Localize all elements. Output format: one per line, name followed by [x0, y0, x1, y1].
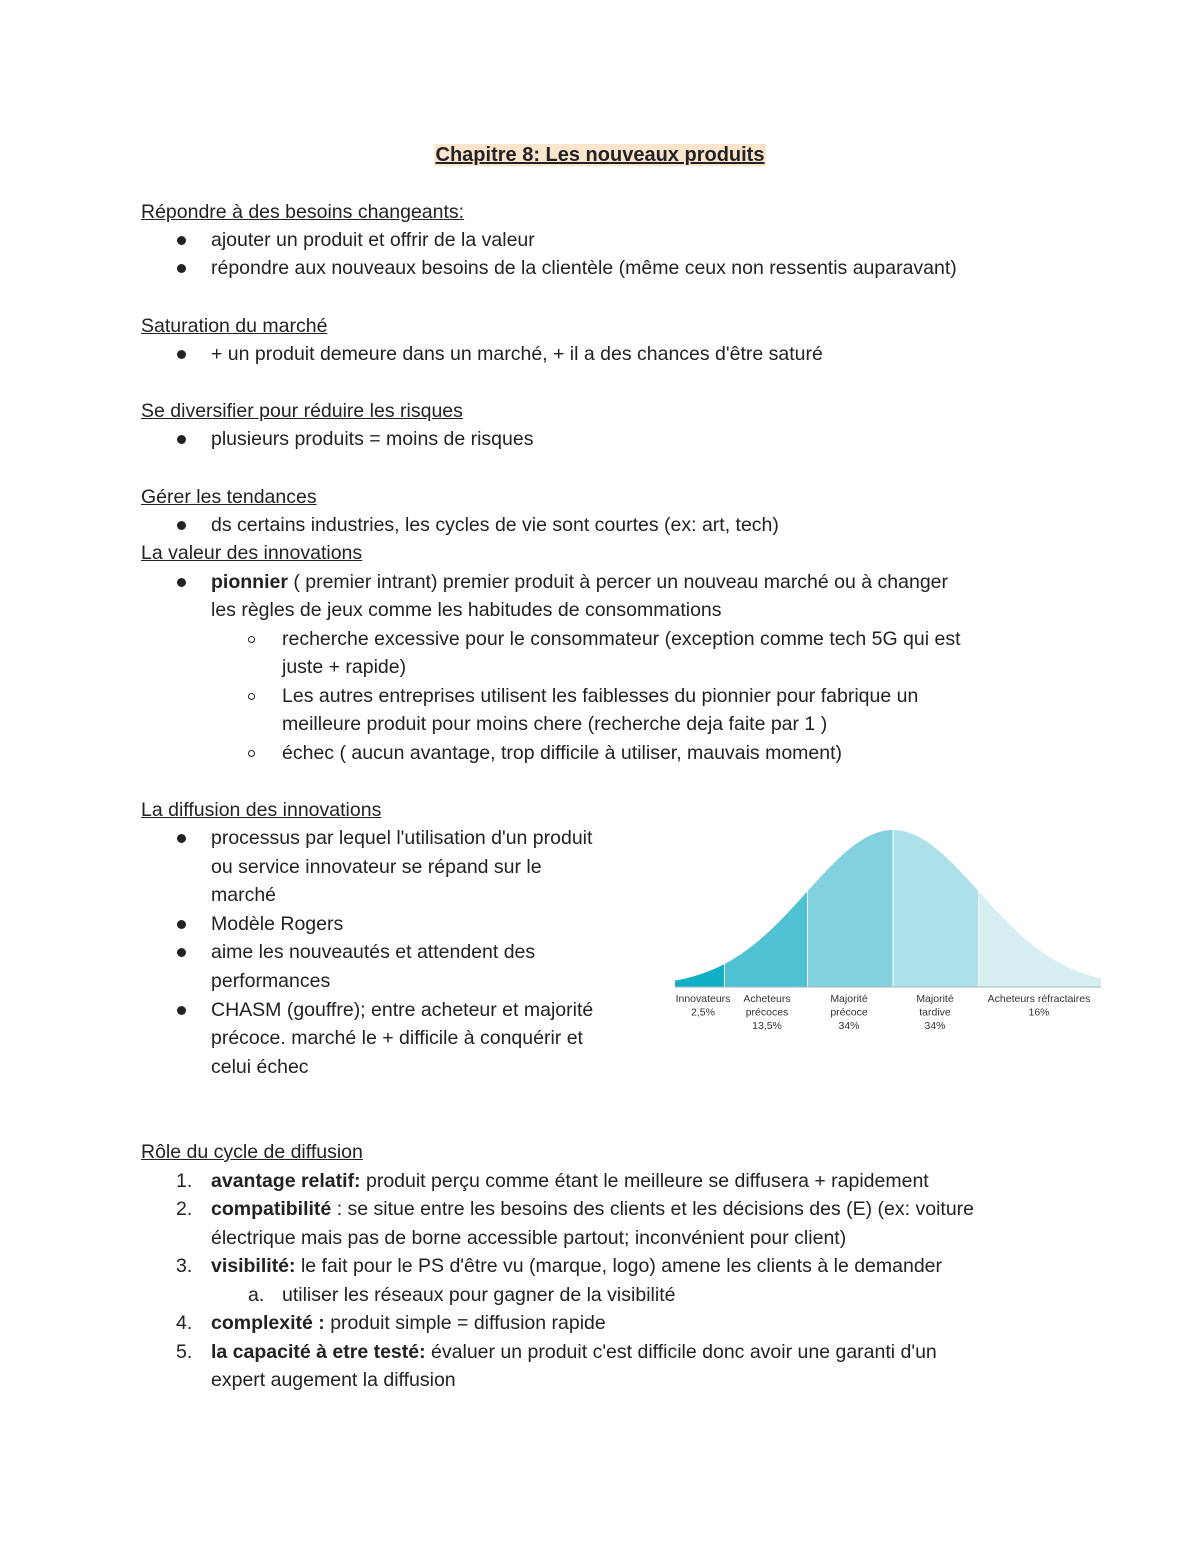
- pionnier-text: ( premier intrant) premier produit à percer un nouveau marché ou à changer: [287, 571, 949, 593]
- chart-value-label: 2,5%: [691, 1006, 715, 1019]
- list-item: ds certains industries, les cycles de vie sont courtes (ex: art, tech): [211, 514, 779, 536]
- list-item-continuation: marché: [211, 884, 277, 906]
- diffusion-bell-curve-chart: [665, 822, 1110, 1044]
- heading-role: Rôle du cycle de diffusion: [141, 1141, 363, 1163]
- pionnier-term: pionnier: [211, 571, 288, 593]
- list-number: 4.: [176, 1312, 193, 1334]
- sub-list-item: échec ( aucun avantage, trop difficile à utiliser, mauvais moment): [282, 742, 843, 764]
- heading-besoins: Répondre à des besoins changeants:: [141, 201, 465, 223]
- list-item-pionnier: [211, 568, 948, 596]
- bullet-icon: [177, 521, 186, 530]
- circle-bullet-icon: [248, 750, 255, 757]
- chart-value-label: 34%: [924, 1020, 946, 1032]
- chart-category-label: Acheteurs réfractaires: [987, 993, 1091, 1005]
- sub-list-item: utiliser les réseaux pour gagner de la visibilité: [282, 1284, 676, 1306]
- item-text: produit simple = diffusion rapide: [324, 1312, 606, 1334]
- bullet-icon: [177, 948, 186, 957]
- bullet-icon: [177, 834, 186, 843]
- chart-category-label: Majorité: [830, 993, 868, 1005]
- bullet-icon: [177, 1006, 186, 1015]
- chart-segment-2: [807, 830, 893, 987]
- bullet-icon: [177, 435, 186, 444]
- list-item-continuation: ou service innovateur se répand sur le: [211, 856, 542, 878]
- item-term: avantage relatif:: [211, 1170, 361, 1192]
- list-item: plusieurs produits = moins de risques: [211, 428, 534, 450]
- sub-list-item-continuation: juste + rapide): [282, 656, 407, 678]
- list-item: ajouter un produit et offrir de la valeur: [211, 229, 535, 251]
- list-number: 2.: [176, 1198, 193, 1220]
- list-item-continuation: celui échec: [211, 1056, 309, 1078]
- chart-category-label: précoces: [745, 1006, 789, 1019]
- chart-category-label: précoce: [830, 1006, 868, 1019]
- sub-list-item: recherche excessive pour le consommateur (exception comme tech 5G qui est: [282, 628, 961, 650]
- chart-value-label: 34%: [838, 1020, 860, 1032]
- list-item: CHASM (gouffre); entre acheteur et majorité: [211, 999, 594, 1021]
- chart-segment-4: [979, 891, 1101, 987]
- numbered-item: [211, 1195, 974, 1223]
- list-number: 5.: [176, 1341, 193, 1363]
- list-item-continuation: précoce. marché le + difficile à conquérir et: [211, 1027, 583, 1049]
- item-term: visibilité:: [211, 1255, 296, 1277]
- numbered-item: [211, 1167, 929, 1195]
- circle-bullet-icon: [248, 636, 255, 643]
- list-item: + un produit demeure dans un marché, + il a des chances d'être saturé: [211, 343, 823, 365]
- chart-value-label: 16%: [1028, 1006, 1050, 1019]
- item-text: évaluer un produit c'est difficile donc avoir une garanti d'un: [425, 1341, 937, 1363]
- chart-segment-0: [675, 964, 724, 987]
- bullet-icon: [177, 236, 186, 245]
- numbered-item: [211, 1252, 942, 1280]
- chart-category-label: tardive: [919, 1006, 951, 1019]
- list-item: aime les nouveautés et attendent des: [211, 941, 536, 963]
- sub-list-item-continuation: meilleure produit pour moins chere (recherche deja faite par 1 ): [282, 713, 828, 735]
- list-letter: a.: [248, 1284, 265, 1306]
- chart-value-label: 13,5%: [752, 1020, 782, 1032]
- numbered-item: [211, 1309, 606, 1337]
- bullet-icon: [177, 264, 186, 273]
- page-title: Chapitre 8: Les nouveaux produits: [435, 144, 765, 166]
- list-item-continuation: performances: [211, 970, 331, 992]
- bullet-icon: [177, 350, 186, 359]
- chart-category-label: Innovateurs: [675, 993, 731, 1005]
- list-number: 3.: [176, 1255, 193, 1277]
- list-item: répondre aux nouveaux besoins de la clientèle (même ceux non ressentis auparavant): [211, 257, 957, 279]
- bullet-icon: [177, 920, 186, 929]
- item-term: la capacité à etre testé:: [211, 1341, 426, 1363]
- numbered-item-continuation: expert augement la diffusion: [211, 1369, 456, 1391]
- heading-tendances: Gérer les tendances: [141, 486, 317, 508]
- chart-segment-3: [893, 830, 979, 987]
- item-text: le fait pour le PS d'être vu (marque, logo) amene les clients à le demander: [295, 1255, 943, 1277]
- heading-diversifier: Se diversifier pour réduire les risques: [141, 400, 463, 422]
- heading-valeur: La valeur des innovations: [141, 542, 363, 564]
- list-number: 1.: [176, 1170, 193, 1192]
- bullet-icon: [177, 578, 186, 587]
- numbered-item: [211, 1338, 937, 1366]
- chart-segment-1: [724, 891, 807, 987]
- list-item: processus par lequel l'utilisation d'un produit: [211, 827, 593, 849]
- numbered-item-continuation: électrique mais pas de borne accessible partout; inconvénient pour client): [211, 1227, 847, 1249]
- item-text: : se situe entre les besoins des clients et les décisions des (E) (ex: voiture: [331, 1198, 975, 1220]
- list-item: Modèle Rogers: [211, 913, 344, 935]
- item-text: produit perçu comme étant le meilleure se diffusera + rapidement: [360, 1170, 929, 1192]
- sub-list-item: Les autres entreprises utilisent les faiblesses du pionnier pour fabrique un: [282, 685, 919, 707]
- heading-diffusion: La diffusion des innovations: [141, 799, 382, 821]
- circle-bullet-icon: [248, 693, 255, 700]
- chart-category-label: Majorité: [916, 993, 954, 1005]
- item-term: compatibilité: [211, 1198, 332, 1220]
- chart-category-label: Acheteurs: [743, 993, 791, 1005]
- list-item-continuation: les règles de jeux comme les habitudes de consommations: [211, 599, 722, 621]
- heading-saturation: Saturation du marché: [141, 315, 328, 337]
- item-term: complexité :: [211, 1312, 325, 1334]
